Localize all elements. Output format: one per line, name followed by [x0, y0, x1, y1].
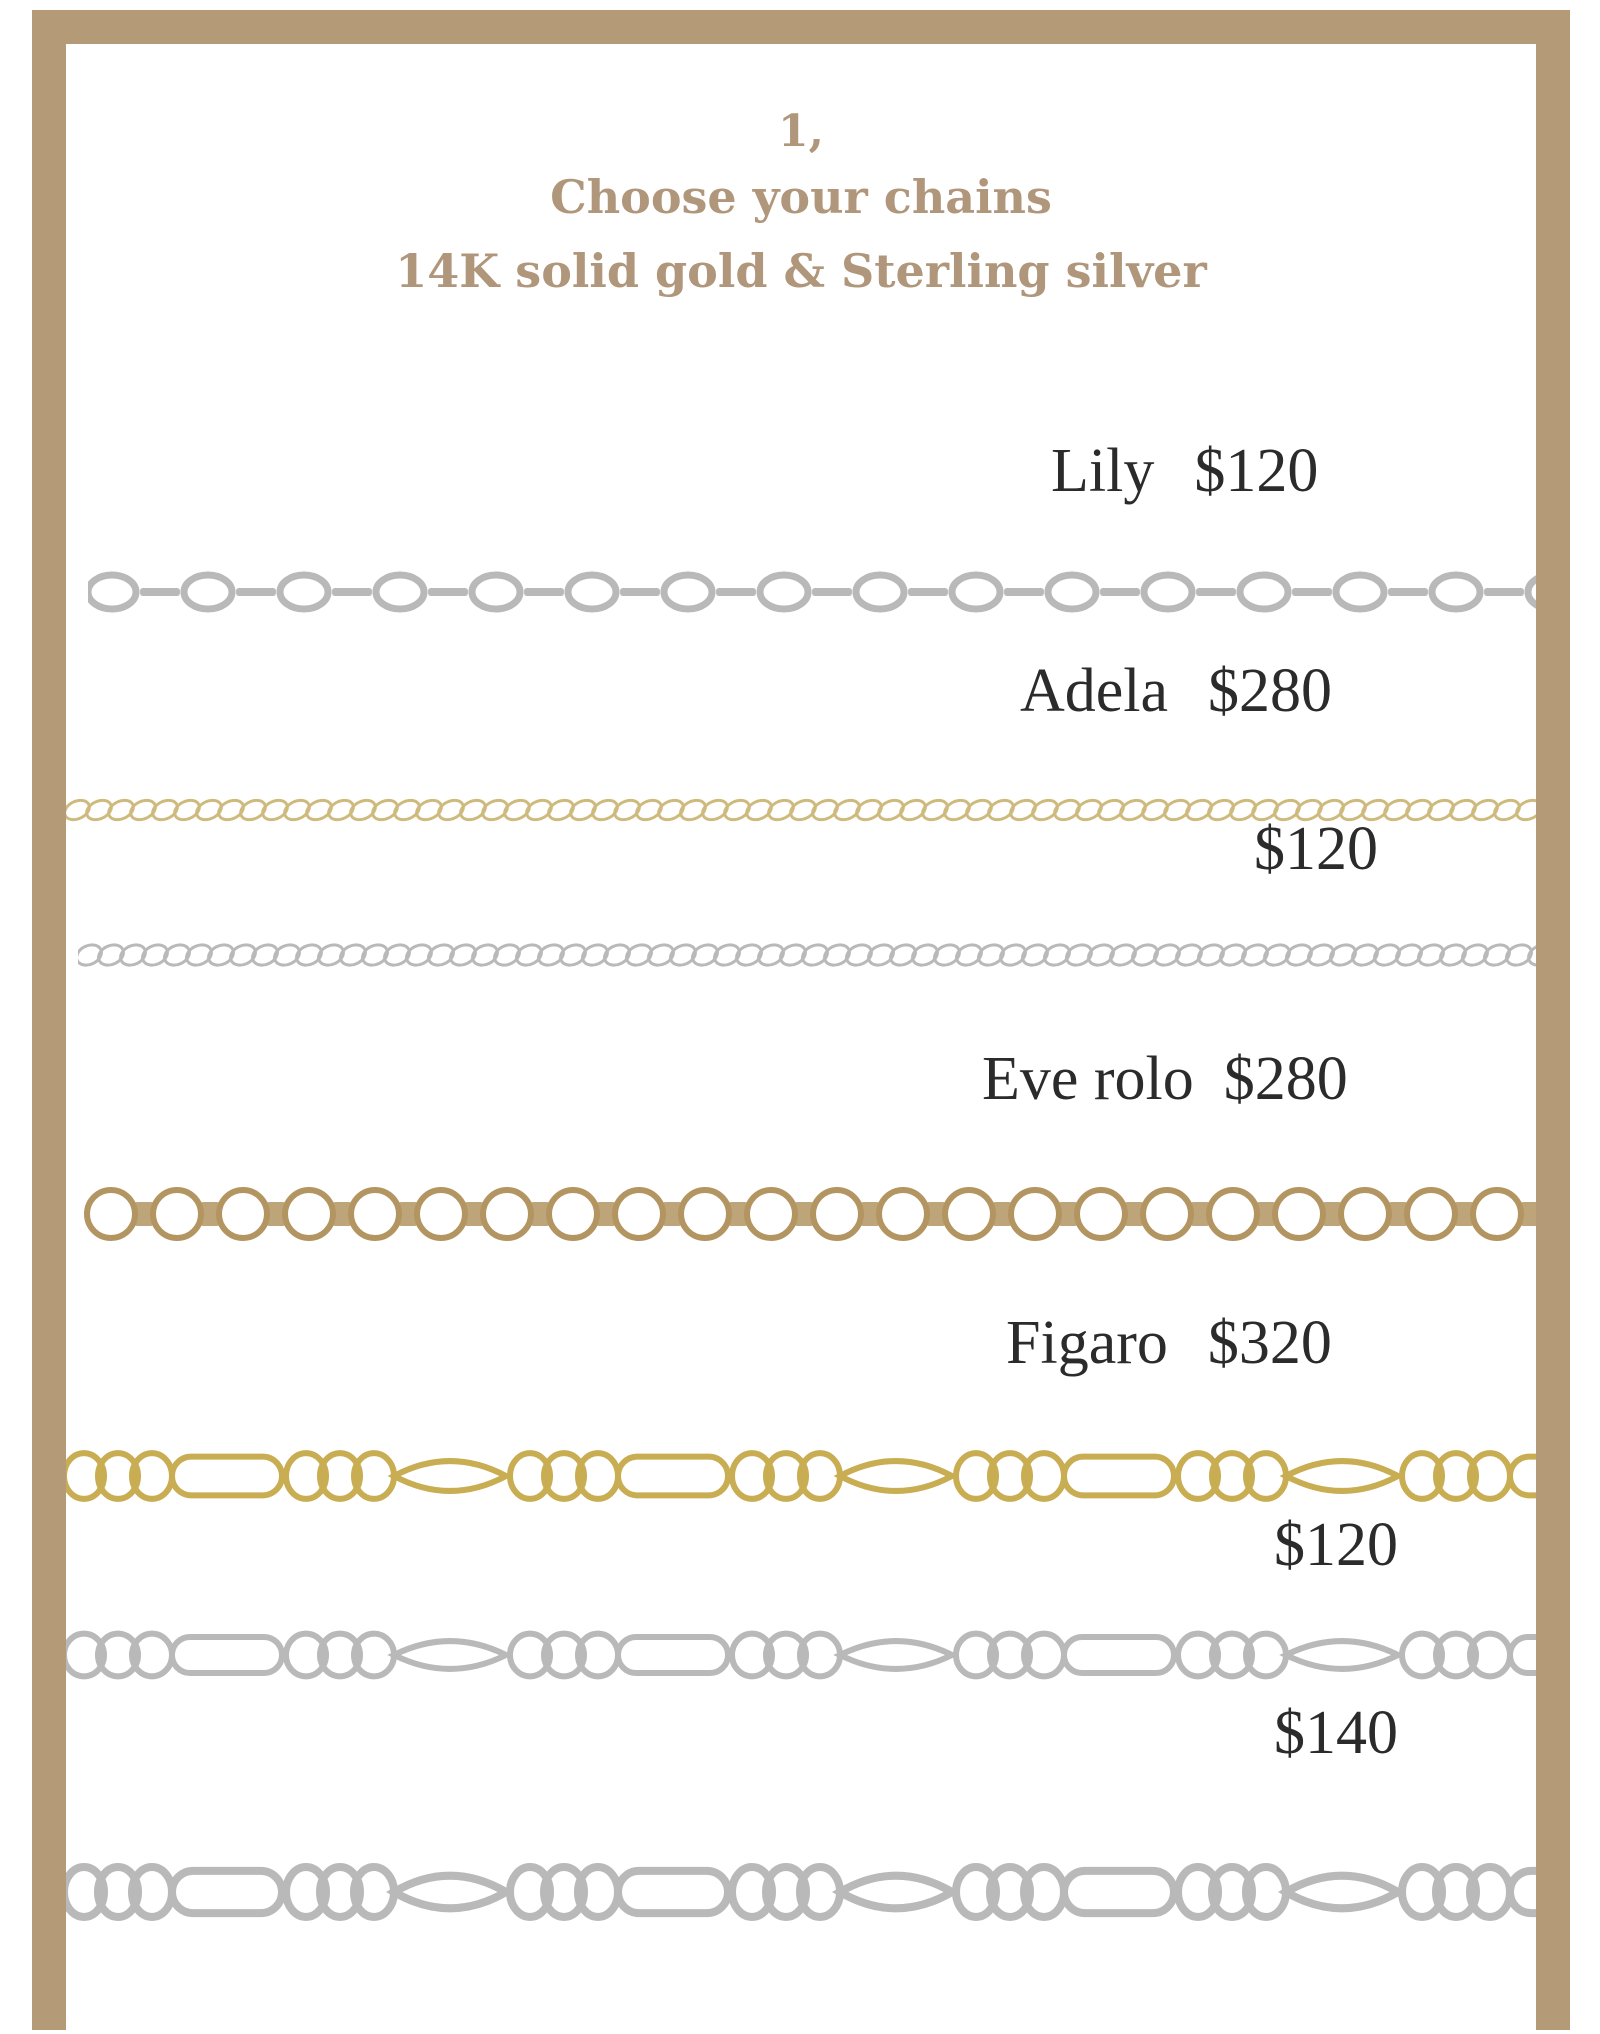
chain-label-figaro: [1006, 1308, 1332, 1379]
chain-label-silver-rope: [1254, 814, 1378, 885]
section-subtitle: 14K solid gold & Sterling silver: [395, 244, 1207, 298]
chain-label-adela: [1020, 656, 1332, 727]
section-title: Choose your chains: [550, 170, 1052, 224]
figaro-silver-chain-image[interactable]: [66, 1614, 1536, 1696]
figaro-silver-thick-chain-image[interactable]: [66, 1844, 1536, 1940]
chain-label-eve-rolo: [982, 1044, 1348, 1115]
chain-price: $280: [1208, 657, 1333, 725]
chain-name: Lily: [1051, 437, 1155, 505]
step-number: 1,: [778, 106, 824, 157]
chain-name: Figaro: [1006, 1309, 1168, 1377]
silver-rope-chain-image[interactable]: [78, 940, 1536, 970]
chain-label-lily: [1051, 436, 1318, 507]
figaro-gold-chain-image[interactable]: [66, 1432, 1536, 1520]
chain-price: $120: [1194, 437, 1319, 505]
chain-label-figaro-silver-thick: [1274, 1698, 1398, 1769]
chain-label-figaro-silver: [1274, 1510, 1398, 1581]
chain-price: $120: [1254, 815, 1378, 883]
chain-price: $120: [1274, 1511, 1398, 1579]
lily-chain-image[interactable]: [88, 562, 1536, 622]
chain-price: $320: [1207, 1309, 1332, 1377]
chain-name: Adela: [1020, 657, 1169, 725]
content-panel: [66, 44, 1536, 2034]
chain-price: $280: [1223, 1045, 1348, 1113]
eve-rolo-chain-image[interactable]: [78, 1176, 1536, 1252]
chain-name: Eve rolo: [982, 1045, 1194, 1113]
chain-price: $140: [1274, 1699, 1398, 1767]
